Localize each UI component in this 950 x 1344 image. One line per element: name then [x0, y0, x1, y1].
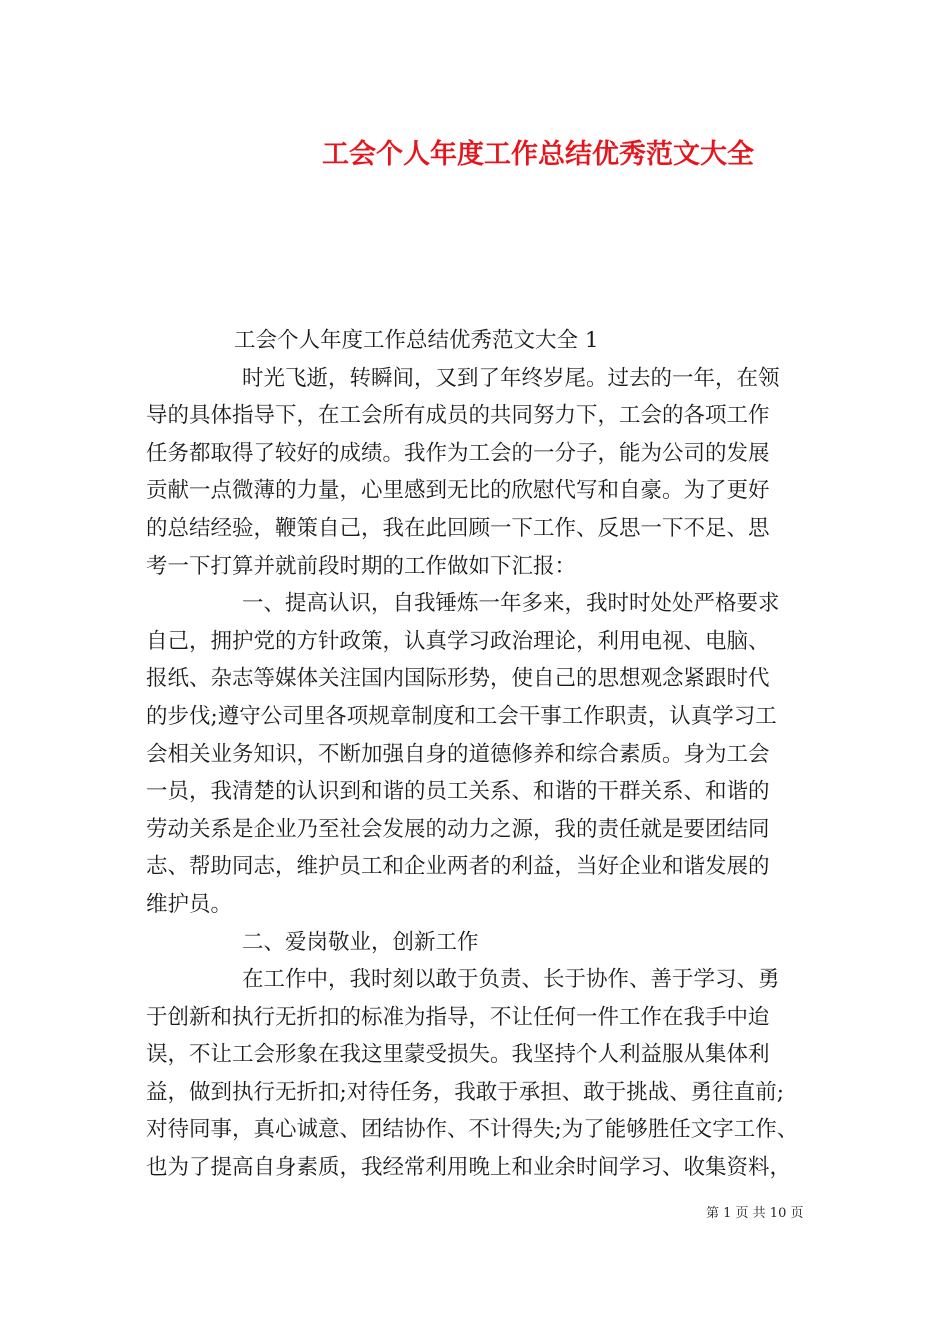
paragraph-line: 会相关业务知识，不断加强自身的道德修养和综合素质。身为工会	[146, 741, 770, 767]
paragraph-line: 对待同事，真心诚意、团结协作、不计得失;为了能够胜任文字工作、	[146, 1117, 799, 1143]
page-number: 第 1 页 共 10 页	[706, 1206, 804, 1221]
document-title-text: 工会个人年度工作总结优秀范文大全	[322, 139, 754, 170]
paragraph-line: 一、提高认识，自我锤炼一年多来，我时时处处严格要求	[242, 591, 780, 617]
paragraph-line: 贡献一点微薄的力量，心里感到无比的欣慰代写和自豪。为了更好	[146, 478, 770, 504]
paragraph-line: 益，做到执行无折扣;对待任务，我敢于承担、敢于挑战、勇往直前;	[146, 1079, 784, 1105]
section-heading: 二、爱岗敬业，创新工作	[242, 929, 479, 955]
paragraph-line: 维护员。	[146, 891, 233, 917]
paragraph-line: 也为了提高自身素质，我经常利用晚上和业余时间学习、收集资料，	[146, 1155, 792, 1181]
paragraph-line: 导的具体指导下，在工会所有成员的共同努力下，工会的各项工作	[146, 403, 770, 429]
paragraph-line: 在工作中，我时刻以敢于负责、长于协作、善于学习、勇	[242, 967, 780, 993]
paragraph-line: 的总结经验，鞭策自己，我在此回顾一下工作、反思一下不足、思	[146, 515, 770, 541]
paragraph-line: 任务都取得了较好的成绩。我作为工会的一分子，能为公司的发展	[146, 440, 770, 466]
paragraph-line: 于创新和执行无折扣的标准为指导，不让任何一件工作在我手中迨	[146, 1004, 770, 1030]
paragraph-line: 自己，拥护党的方针政策，认真学习政治理论，利用电视、电脑、	[146, 628, 770, 654]
document-title	[0, 132, 950, 171]
paragraph-line: 志、帮助同志，维护员工和企业两者的利益，当好企业和谐发展的	[146, 854, 770, 880]
section-heading: 工会个人年度工作总结优秀范文大全 1	[234, 328, 599, 353]
paragraph-line: 时光飞逝，转瞬间，又到了年终岁尾。过去的一年，在领	[242, 365, 780, 391]
paragraph-line: 报纸、杂志等媒体关注国内国际形势，使自己的思想观念紧跟时代	[146, 666, 770, 692]
paragraph-line: 的步伐;遵守公司里各项规章制度和工会干事工作职责，认真学习工	[146, 703, 777, 729]
paragraph-line: 误，不让工会形象在我这里蒙受损失。我坚持个人利益服从集体利	[146, 1042, 770, 1068]
paragraph-line: 劳动关系是企业乃至社会发展的动力之源，我的责任就是要团结同	[146, 816, 770, 842]
paragraph-line: 一员，我清楚的认识到和谐的员工关系、和谐的干群关系、和谐的	[146, 779, 770, 805]
paragraph-line: 考一下打算并就前段时期的工作做如下汇报：	[146, 553, 577, 579]
document-body	[146, 322, 818, 1187]
